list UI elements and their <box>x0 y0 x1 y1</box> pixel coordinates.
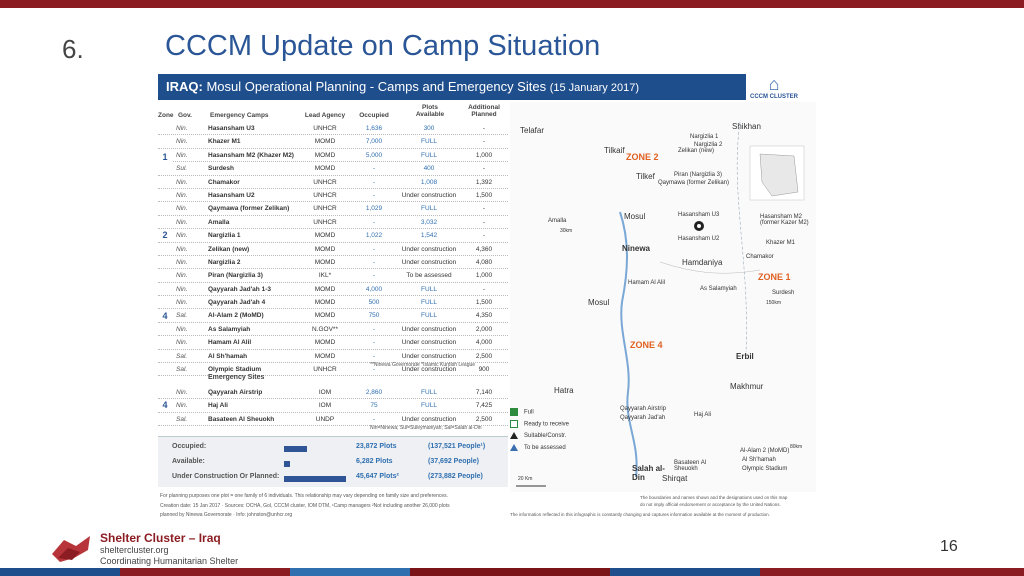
cell-camp-name: Basateen Al Sheuokh <box>208 415 275 423</box>
bottom-color-bar <box>0 568 1024 576</box>
summary-plots: 23,872 Plots <box>356 443 397 450</box>
cell-lead-agency: MOMD <box>314 165 336 173</box>
cell-additional: 900 <box>478 366 490 374</box>
cell-plots: FULL <box>421 402 437 410</box>
summary-occupied <box>158 443 508 457</box>
map-site-label: Khazer M1 <box>766 240 796 246</box>
table-row <box>158 283 508 296</box>
cccm-logo-text: CCCM CLUSTER <box>750 94 798 100</box>
cell-lead-agency: IOM <box>318 402 332 410</box>
cell-camp-name: Qayyarah Jad'ah 4 <box>208 299 266 307</box>
footnote-contact: planned by Ninewa Governorate · Info: johnston@unhcr.org <box>160 512 293 518</box>
map-disclaimer-3: The information reflected in this infographic is constantly changing and captures information available at the moment of production. <box>510 512 770 517</box>
table-row <box>158 149 508 162</box>
cell-lead-agency: MOMD <box>314 232 336 240</box>
cell-plots: Under construction <box>401 415 457 423</box>
map-site-label: Amalla <box>548 218 567 224</box>
cell-camp-name: Hasansham U3 <box>208 125 255 132</box>
cell-lead-agency: N.GOV** <box>311 325 338 333</box>
distance-label: 30km <box>560 228 573 234</box>
cell-additional: 1,000 <box>475 272 493 280</box>
cell-occupied: 1,022 <box>365 232 383 240</box>
cell-plots: Under construction <box>401 339 457 347</box>
map-label: Ninewa <box>622 244 651 253</box>
cell-lead-agency: MOMD <box>314 339 336 347</box>
camps-table <box>158 102 508 376</box>
table-row <box>158 323 508 336</box>
cell-occupied: - <box>372 191 376 199</box>
cell-plots: Under construction <box>401 258 457 266</box>
cell-plots: Under construction <box>401 325 457 333</box>
summary-bar-available <box>284 461 290 467</box>
emergency-table-body <box>158 386 508 426</box>
summary-bar-occupied <box>284 446 307 452</box>
cell-occupied: - <box>372 178 376 186</box>
governorate-boundary <box>737 122 746 352</box>
legend-item <box>510 408 569 420</box>
cell-additional: 4,000 <box>475 339 493 347</box>
header-plots: Plots Available <box>415 104 445 118</box>
summary-people: (137,521 People¹) <box>428 443 486 450</box>
summary-planned <box>158 473 508 487</box>
cell-gov: Sal. <box>176 312 188 320</box>
cell-camp-name: Qaymawa (former Zelikan) <box>208 205 290 213</box>
cell-additional: 1,500 <box>475 299 493 307</box>
cell-gov: Nin. <box>176 389 188 396</box>
cell-additional: - <box>482 205 486 213</box>
cell-lead-agency: UNHCR <box>313 191 337 199</box>
cell-gov: Sal. <box>176 352 188 360</box>
cell-plots: FULL <box>421 389 437 396</box>
emergency-zone-label: 4 <box>158 400 172 410</box>
header-gov: Gov. <box>178 112 192 119</box>
cell-additional: 4,360 <box>475 245 493 253</box>
cccm-tent-icon: ⌂ <box>768 74 780 94</box>
map-label: Hamdaniya <box>682 258 723 267</box>
cell-gov: Sul. <box>176 165 188 173</box>
map-disclaimer-1: The boundaries and names shown and the designations used on this map <box>640 495 788 500</box>
map-site-label: Qayyarah Jad'ah <box>620 415 666 421</box>
table-row <box>158 336 508 349</box>
cell-lead-agency: MOMD <box>314 151 336 159</box>
table-row <box>158 162 508 175</box>
map-label: Tilkef <box>636 172 655 181</box>
zone-label-4: 4 <box>158 311 172 321</box>
cell-additional: - <box>482 232 486 240</box>
map-site-label: Nargizlia 2 <box>694 142 723 148</box>
legend-item <box>510 420 569 432</box>
cell-gov: Nin. <box>176 138 188 146</box>
cell-occupied: 1,029 <box>365 205 383 213</box>
map-site-label: Hasansham U2 <box>678 236 720 242</box>
cell-additional: - <box>482 285 486 293</box>
banner-date: (15 January 2017) <box>549 82 639 94</box>
cell-plots: 1,008 <box>420 178 438 186</box>
table-row <box>158 216 508 229</box>
table-row <box>158 256 508 269</box>
cell-occupied: - <box>372 339 376 347</box>
bar-segment <box>610 568 760 576</box>
cell-additional: 4,080 <box>475 258 493 266</box>
table-row <box>158 269 508 282</box>
cell-gov: Nin. <box>176 232 188 240</box>
summary-plots: 45,647 Plots² <box>356 473 399 480</box>
cell-lead-agency: MOMD <box>314 258 336 266</box>
zone-4-label: ZONE 4 <box>630 340 663 350</box>
map-label: Tilkaif <box>604 146 625 155</box>
header-name: Emergency Camps <box>210 112 269 119</box>
bar-segment <box>760 568 1024 576</box>
slide-title: CCCM Update on Camp Situation <box>165 30 601 62</box>
map-site-label: Hasansham U3 <box>678 212 720 218</box>
cell-gov: Nin. <box>176 325 188 333</box>
cell-gov: Nin. <box>176 402 188 410</box>
cell-gov: Nin. <box>176 191 188 199</box>
cell-plots: 3,032 <box>420 218 438 226</box>
top-accent-bar <box>0 0 1024 8</box>
cell-occupied: - <box>372 218 376 226</box>
cell-camp-name: Al-Alam 2 (MoMD) <box>208 312 264 320</box>
cell-occupied: - <box>372 258 376 266</box>
cell-additional: - <box>482 125 486 132</box>
cell-gov: Nin. <box>176 125 188 132</box>
cell-plots: FULL <box>421 299 437 307</box>
map-site-label: Zelikan (new) <box>678 148 715 154</box>
cell-gov: Sal. <box>176 415 188 423</box>
cell-camp-name: Nargizlia 2 <box>208 258 241 266</box>
map-label: Hatra <box>554 386 574 395</box>
cell-camp-name: Hasansham U2 <box>208 191 255 199</box>
cell-lead-agency: UNHCR <box>313 125 337 132</box>
cell-plots: To be assessed <box>406 272 452 280</box>
cell-occupied: - <box>372 245 376 253</box>
header-zone: Zone <box>158 112 174 119</box>
map-site-label: Al Sh'hamah <box>742 457 776 463</box>
cell-occupied: 500 <box>368 299 380 307</box>
construction-triangle-icon <box>510 432 518 439</box>
cell-occupied: - <box>372 165 376 173</box>
legend-label: Suitable/Constr. <box>524 433 567 440</box>
summary-people: (273,882 People) <box>428 473 483 480</box>
table-row <box>158 229 508 242</box>
cell-occupied: 4,000 <box>365 285 383 293</box>
cell-camp-name: Surdesh <box>208 165 235 173</box>
cell-camp-name: Hasansham M2 (Khazer M2) <box>208 151 294 159</box>
map-label: Mosul <box>624 212 646 221</box>
map-label: Shirqat <box>662 474 688 483</box>
summary-people: (37,692 People) <box>428 458 479 465</box>
camps-table-body <box>158 122 508 376</box>
cell-camp-name: Zelikan (new) <box>208 245 250 253</box>
cell-plots: 300 <box>423 125 435 132</box>
map-site-label: Hasansham M2 (former Kazer M2) <box>760 214 809 226</box>
infographic-banner <box>158 74 746 100</box>
cell-occupied: - <box>372 272 376 280</box>
cell-gov: Nin. <box>176 272 188 280</box>
assess-triangle-icon <box>510 444 518 451</box>
cell-additional: 2,000 <box>475 325 493 333</box>
table-row <box>158 243 508 256</box>
cell-additional: - <box>482 165 486 173</box>
full-camp-icon <box>510 408 518 416</box>
footer-org: Shelter Cluster – Iraq <box>100 531 221 545</box>
footer-site: sheltercluster.org <box>100 545 169 555</box>
table-row <box>158 202 508 215</box>
cell-additional: 7,425 <box>475 402 493 410</box>
cell-additional: 7,140 <box>475 389 493 396</box>
cell-camp-name: Chamakor <box>208 178 240 186</box>
cell-gov: Nin. <box>176 245 188 253</box>
cell-occupied: 7,000 <box>365 138 383 146</box>
table-row <box>158 189 508 202</box>
table-notes: **Ninewa Governorate *Islamic Kurdish League <box>370 362 476 368</box>
map-label: As Salamyiah <box>700 286 737 292</box>
map-label: Mosul <box>588 298 610 307</box>
cell-additional: - <box>482 218 486 226</box>
header-additional: Additional Planned <box>468 104 500 118</box>
cell-plots: Under construction <box>401 191 457 199</box>
legend-label: Full <box>524 409 534 416</box>
slide-number: 6. <box>62 34 84 64</box>
cell-camp-name: Olympic Stadium <box>208 366 262 374</box>
summary-label: Under Construction Or Planned: <box>172 473 280 480</box>
map-disclaimer-2: do not imply official endorsement or acceptance by the United Nations. <box>640 502 781 507</box>
cell-camp-name: Khazer M1 <box>208 138 241 146</box>
summary-label: Available: <box>172 458 205 465</box>
bar-segment <box>290 568 410 576</box>
map-legend <box>510 408 569 456</box>
cell-lead-agency: MOMD <box>314 299 336 307</box>
cell-additional: 2,500 <box>475 415 493 423</box>
cell-additional: 4,350 <box>475 312 493 320</box>
cell-camp-name: Nargizlia 1 <box>208 232 241 240</box>
footer-tagline: Coordinating Humanitarian Shelter <box>100 556 239 566</box>
shelter-cluster-logo-icon <box>50 532 94 564</box>
map-site-label: Al-Alam 2 (MoMD) <box>740 448 790 454</box>
cell-plots: FULL <box>421 151 437 159</box>
scale-label: 20 Km <box>518 476 533 482</box>
cell-gov: Nin. <box>176 205 188 213</box>
cell-additional: 1,392 <box>475 178 493 186</box>
cell-additional: 1,500 <box>475 191 493 199</box>
map-label: Salah al-Din <box>632 464 665 482</box>
page-number: 16 <box>940 538 958 555</box>
summary-plots: 6,282 Plots <box>356 458 393 465</box>
map-label: Hamam Al Alil <box>628 280 666 286</box>
cell-lead-agency: IOM <box>318 389 332 396</box>
camps-table-header <box>158 102 508 122</box>
bar-segment <box>0 568 120 576</box>
cell-gov: Nin. <box>176 299 188 307</box>
cell-plots: 1,542 <box>420 232 438 240</box>
legend-item <box>510 432 569 444</box>
map-label: Makhmur <box>730 382 764 391</box>
table-row <box>158 386 508 399</box>
zone-label-2: 2 <box>158 230 172 240</box>
cell-lead-agency: MOMD <box>314 352 336 360</box>
header-occupied: Occupied <box>359 112 389 119</box>
cell-camp-name: Qayyarah Jad'ah 1-3 <box>208 285 271 293</box>
summary-available <box>158 458 508 472</box>
cell-gov: Sal. <box>176 366 188 374</box>
cell-occupied: - <box>372 352 376 360</box>
cell-lead-agency: MOMD <box>314 312 336 320</box>
cell-occupied: 750 <box>368 312 380 320</box>
emergency-sites-title: Emergency Sites <box>208 374 265 381</box>
map-label: Telafar <box>520 126 545 135</box>
cell-camp-name: Haj Ali <box>208 402 228 410</box>
cell-camp-name: Piran (Nargizlia 3) <box>208 272 263 280</box>
cell-occupied: 5,000 <box>365 151 383 159</box>
footnote-planning: For planning purposes one plot = one family of 6 individuals. This relationship may vary depending on family size and preferences. <box>160 493 448 499</box>
map-site-label: Olympic Stadium <box>742 466 788 472</box>
map-site-label: Nargizlia 1 <box>690 134 719 140</box>
distance-label: 150km <box>766 300 782 306</box>
cell-occupied: 75 <box>370 402 378 410</box>
cell-gov: Nin. <box>176 218 188 226</box>
map-site-label: Chamakor <box>746 254 774 260</box>
zone-1-label: ZONE 1 <box>758 272 791 282</box>
cell-lead-agency: UNHCR <box>313 178 337 186</box>
cell-lead-agency: UNHCR <box>313 205 337 213</box>
banner-country: IRAQ: <box>166 79 203 94</box>
bar-segment <box>410 568 610 576</box>
cell-lead-agency: UNHCR <box>313 366 337 374</box>
cell-lead-agency: MOMD <box>314 138 336 146</box>
legend-item <box>510 444 569 456</box>
distance-label: 80km <box>790 444 803 450</box>
legend-label: Ready to receive <box>524 421 570 428</box>
footnote-sources: Creation date: 15 Jan 2017 · Sources: OCHA, GoI, CCCM cluster, IOM DTM, ¹Camp managers ²Not including another 26,000 plots <box>160 503 450 509</box>
cell-plots: FULL <box>421 312 437 320</box>
cell-camp-name: Al Sh'hamah <box>208 352 248 360</box>
cell-occupied: - <box>372 415 376 423</box>
cell-plots: Under construction <box>401 366 457 374</box>
map-site-label: Qaymawa (former Zelikan) <box>658 180 730 186</box>
mosul-city-center <box>697 224 701 228</box>
cell-camp-name: As Salamyiah <box>208 325 251 333</box>
map-site-label: Basateen Al Sheuokh <box>674 460 707 472</box>
cell-occupied: 1,636 <box>365 125 383 132</box>
ready-camp-icon <box>510 420 518 428</box>
cell-plots: Under construction <box>401 245 457 253</box>
cell-plots: Under construction <box>401 352 457 360</box>
cell-additional: 1,000 <box>475 151 493 159</box>
cell-plots: FULL <box>421 138 437 146</box>
cell-camp-name: Qayyarah Airstrip <box>208 389 263 396</box>
table-row <box>158 122 508 135</box>
cell-gov: Nin. <box>176 339 188 347</box>
cell-lead-agency: MOMD <box>314 285 336 293</box>
cell-gov: Nin. <box>176 178 188 186</box>
table-row <box>158 309 508 322</box>
summary-bar-planned <box>284 476 346 482</box>
banner-title: Mosul Operational Planning - Camps and Emergency Sites <box>206 79 547 94</box>
cell-lead-agency: UNHCR <box>313 218 337 226</box>
table-row <box>158 399 508 412</box>
zone-2-label: ZONE 2 <box>626 152 659 162</box>
cell-gov: Nin. <box>176 285 188 293</box>
table-row <box>158 135 508 148</box>
cell-occupied: 2,860 <box>365 389 383 396</box>
cell-plots: FULL <box>421 205 437 213</box>
cell-additional: 2,500 <box>475 352 493 360</box>
cell-occupied: - <box>372 366 376 374</box>
map-label: Erbil <box>736 352 754 361</box>
cell-plots: FULL <box>421 285 437 293</box>
map-site-label: Qayyarah Airstrip <box>620 406 667 412</box>
map-site-label: Haj Ali <box>694 412 712 418</box>
cell-lead-agency: MOMD <box>314 245 336 253</box>
zone-label-1: 1 <box>158 152 172 162</box>
cell-gov: Nin. <box>176 258 188 266</box>
map-label: Shikhan <box>732 122 761 131</box>
map-site-label: Piran (Nargizlia 3) <box>674 172 723 178</box>
cell-lead-agency: IKL* <box>318 272 332 280</box>
map-site-label: Surdesh <box>772 290 795 296</box>
summary-label: Occupied: <box>172 443 207 450</box>
cell-occupied: - <box>372 325 376 333</box>
legend-label: To be assessed <box>524 445 566 452</box>
cell-lead-agency: UNDP <box>315 415 335 423</box>
cell-camp-name: Amalla <box>208 218 230 226</box>
emergency-table <box>158 386 508 426</box>
header-lead: Lead Agency <box>304 112 346 119</box>
cell-gov: Nin. <box>176 151 188 159</box>
table-row <box>158 296 508 309</box>
table-row <box>158 176 508 189</box>
bar-segment <box>120 568 290 576</box>
cell-plots: 400 <box>423 165 435 173</box>
cell-camp-name: Hamam Al Alil <box>208 339 252 347</box>
governorate-abbreviations: Nin=Ninewa; Sul=Suleymaniyah; Sal=Salah al-Din <box>370 425 482 431</box>
summary-panel <box>158 436 508 487</box>
cell-additional: - <box>482 138 486 146</box>
